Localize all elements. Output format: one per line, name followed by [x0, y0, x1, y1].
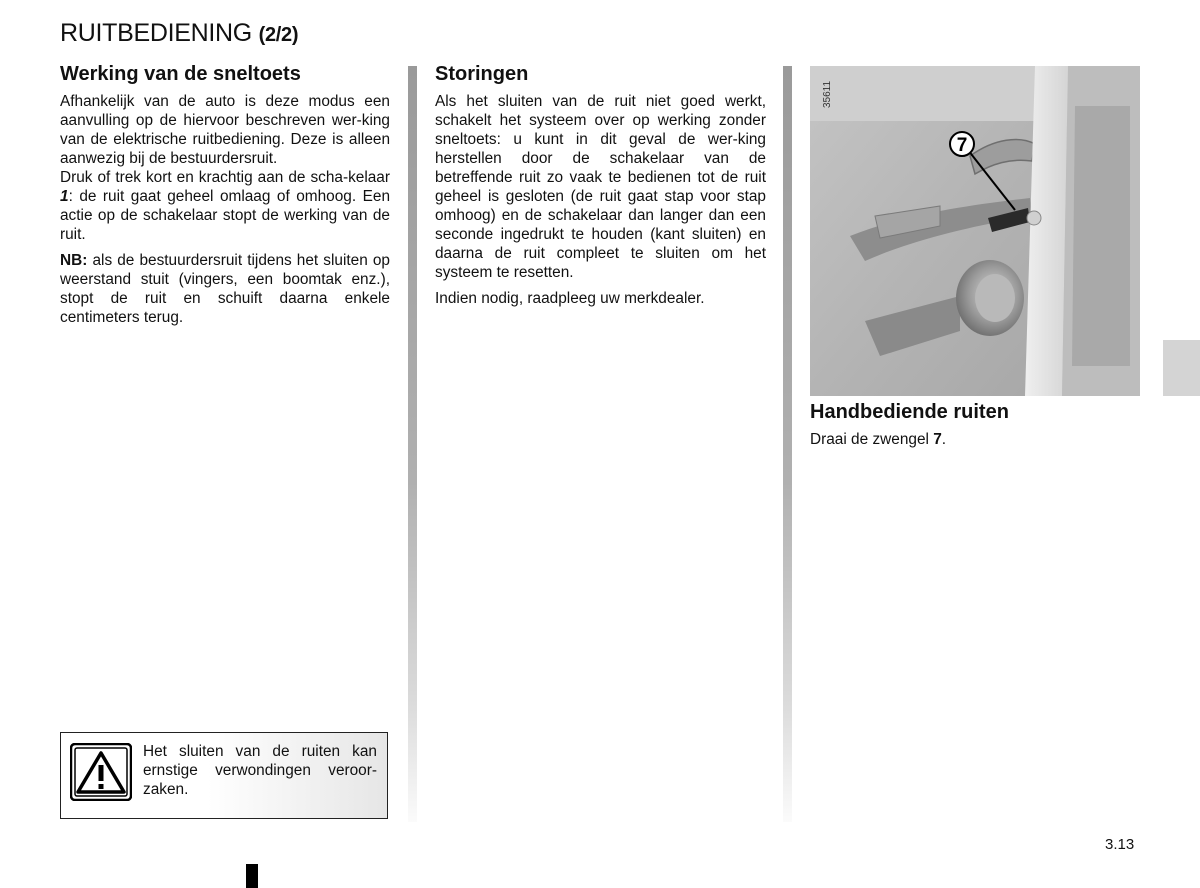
paragraph-note — [60, 251, 390, 327]
door-illustration — [810, 66, 1140, 396]
paragraph-quick-function-intro: Afhankelijk van de auto is deze modus een aanvulling op de hiervoor beschreven wer-king van de elektrische ruitbediening. Deze is alleen aanwezig bij de bestuurdersruit. — [60, 93, 390, 167]
note-text: als de bestuurdersruit tijdens het sluiten op weerstand stuit (vingers, een boomtak enz.), stopt de ruit en schuift daarna enkele centimeters terug. — [60, 252, 390, 326]
paragraph-dealer: Indien nodig, raadpleeg uw merkdealer. — [435, 290, 705, 307]
footer-mark — [246, 864, 258, 888]
door-window-crank-photo — [810, 66, 1140, 396]
warning-text: Het sluiten van de ruiten kan ernstige verwondingen veroor-zaken. — [143, 743, 377, 798]
column-divider-bar — [408, 66, 417, 822]
warning-box — [60, 732, 388, 819]
column-malfunctions — [435, 60, 766, 315]
paragraph-malfunctions: Als het sluiten van de ruit niet goed werkt, schakelt het systeem over op werking zonder sneltoets: u kunt in dit geval de wer-king herstellen door de schakelaar van de betreffende ruit zo vaak te bedienen tot de ruit geheel is gesloten (de ruit gaat stap voor stap omhoog) en de schakelaar dan langer dan een seconde ingedrukt te houden (kant sluiten) en daarna de ruit compleet te sluiten om het systeem te resetten. — [435, 93, 766, 281]
paragraph-quick-function-operation — [60, 168, 390, 244]
page-title-part: (2/2) — [258, 24, 299, 46]
column-divider-bar — [783, 66, 792, 822]
text-span: : de ruit gaat geheel omlaag of omhoog. Een actie op de schakelaar stopt de werking van de ruit. — [60, 188, 390, 243]
text-span: . — [941, 431, 947, 448]
page-title — [60, 18, 298, 50]
column-manual-windows — [810, 398, 1140, 456]
text-span: Druk of trek kort en krachtig aan de scha-kelaar — [60, 169, 390, 186]
photo-code: 35611 — [822, 80, 833, 108]
heading-manual-windows: Handbediende ruiten — [810, 401, 1009, 423]
heading-quick-function: Werking van de sneltoets — [60, 63, 301, 85]
warning-triangle-icon — [70, 743, 132, 801]
column-quick-function — [60, 60, 390, 334]
text-span: Draai de zwengel — [810, 431, 934, 448]
reference-number: 7 — [933, 431, 942, 448]
reference-number: 1 — [60, 188, 69, 205]
page-title-main: RUITBEDIENING — [60, 19, 252, 47]
page-number: 3.13 — [1105, 836, 1135, 853]
callout-number: 7 — [956, 135, 968, 156]
note-label: NB: — [60, 252, 88, 269]
section-tab — [1163, 340, 1200, 396]
paragraph-manual-windows — [810, 430, 1140, 449]
heading-malfunctions: Storingen — [435, 63, 529, 85]
